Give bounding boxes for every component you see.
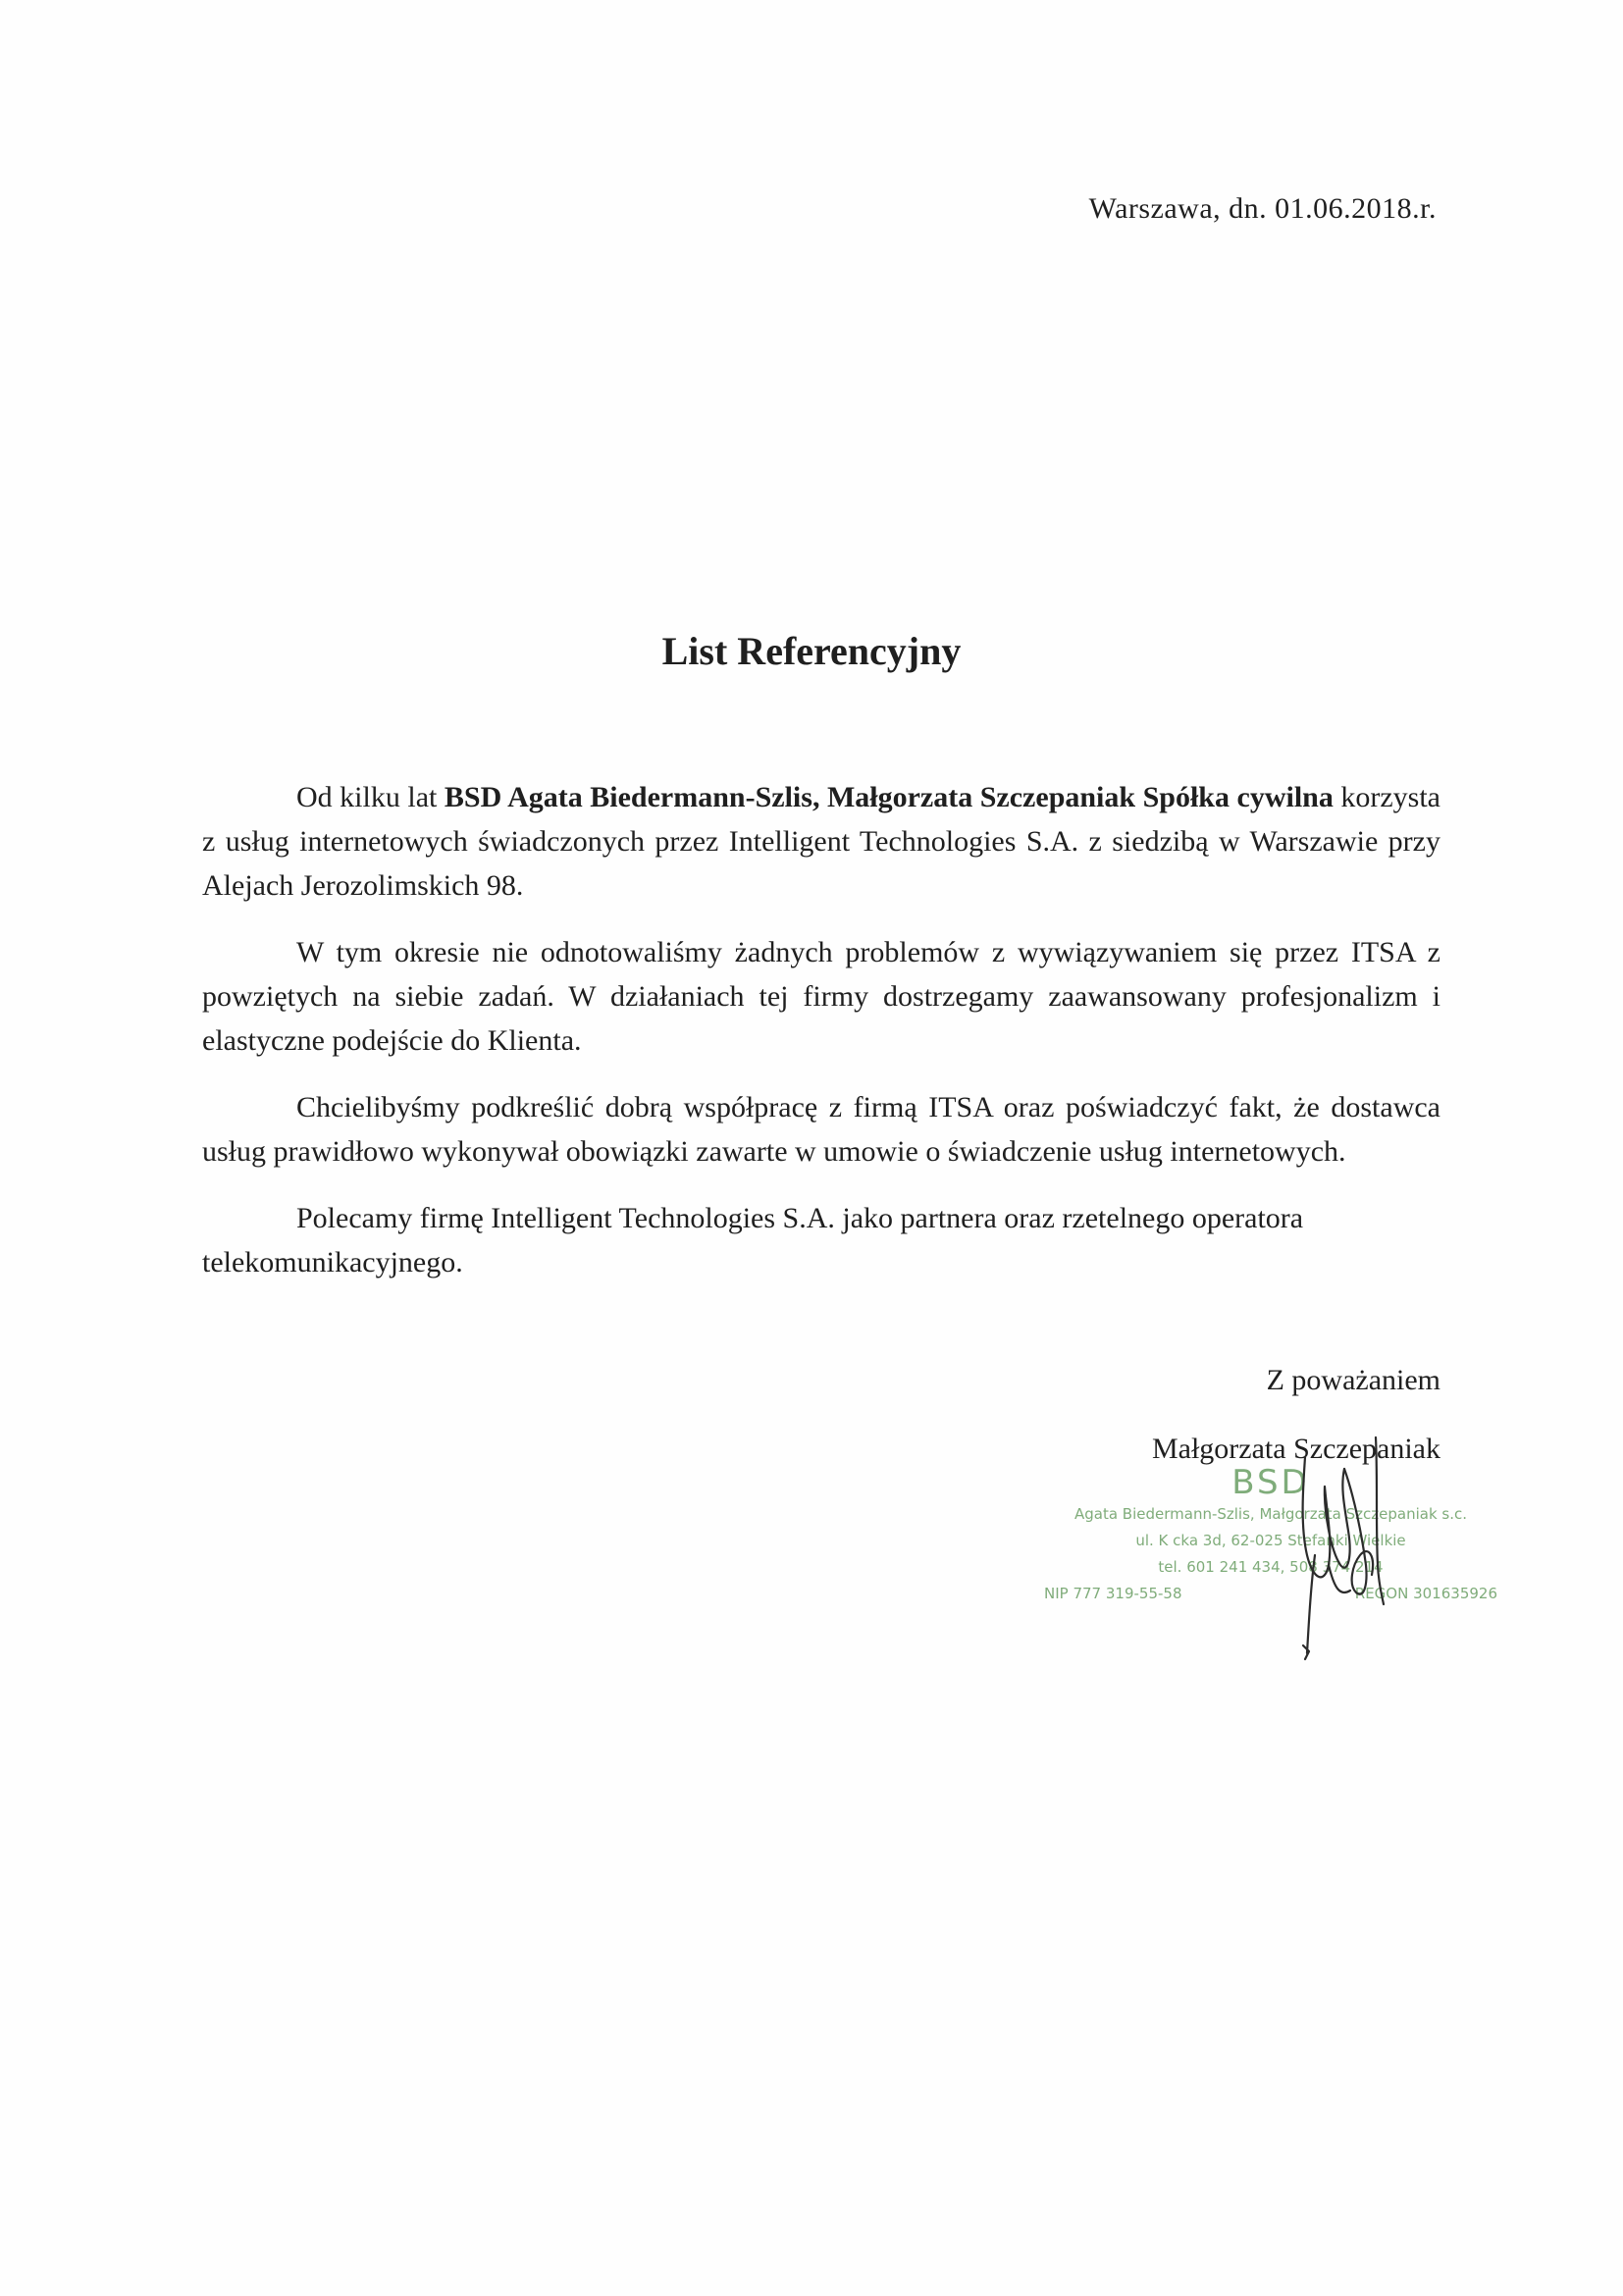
paragraph-4: Polecamy firmę Intelligent Technologies S.A. jako partnera oraz rzetelnego operatora telekomunikacyjnego. bbox=[202, 1202, 1304, 1278]
closing-salutation: Z poważaniem bbox=[1266, 1364, 1440, 1396]
stamp-address-line: ul. K cka 3d, 62-025 Stefanki Wielkie bbox=[1135, 1532, 1406, 1549]
stamp-nip: NIP 777 319-55-58 bbox=[1044, 1585, 1182, 1602]
paragraph-3: Chcielibyśmy podkreślić dobrą współpracę z firmą ITSA oraz poświadczyć fakt, że dostawca usług prawidłowo wykonywał obowiązki zawarte w umowie o świadczenie usług internetowych. bbox=[202, 1091, 1440, 1168]
signer-name: Małgorzata Szczepaniak bbox=[1151, 1433, 1440, 1465]
stamp-regon: REGON 301635926 bbox=[1354, 1585, 1497, 1602]
stamp-phone-line: tel. 601 241 434, 508 374 214 bbox=[1158, 1558, 1384, 1576]
letter-body bbox=[202, 775, 1440, 1307]
paragraph-2: W tym okresie nie odnotowaliśmy żadnych problemów z wywiązywaniem się przez ITSA z powziętych na siebie zadań. W działaniach tej firmy dostrzegamy zaawansowany profesjonalizm i elastyczne podejście do Klienta. bbox=[202, 936, 1440, 1057]
paragraph-1-rest: korzysta z usług internetowych świadczonych przez Intelligent Technologies S.A. z siedzibą w Warszawie przy Alejach Jerozolimskich 98. bbox=[202, 781, 1440, 902]
stamp-company-name: BSD bbox=[1231, 1463, 1310, 1502]
paragraph-1 bbox=[202, 775, 1440, 908]
letter-title: List Referencyjny bbox=[661, 629, 962, 673]
paragraph-1-intro: Od kilku lat bbox=[296, 781, 445, 813]
stamp-owners-line: Agata Biedermann-Szlis, Małgorzata Szczepaniak s.c. bbox=[1073, 1505, 1467, 1523]
letter-date: Warszawa, dn. 01.06.2018.r. bbox=[1088, 192, 1437, 225]
company-name: BSD Agata Biedermann-Szlis, Małgorzata Szczepaniak Spółka cywilna bbox=[444, 781, 1334, 813]
handwritten-signature bbox=[1246, 1418, 1413, 1702]
